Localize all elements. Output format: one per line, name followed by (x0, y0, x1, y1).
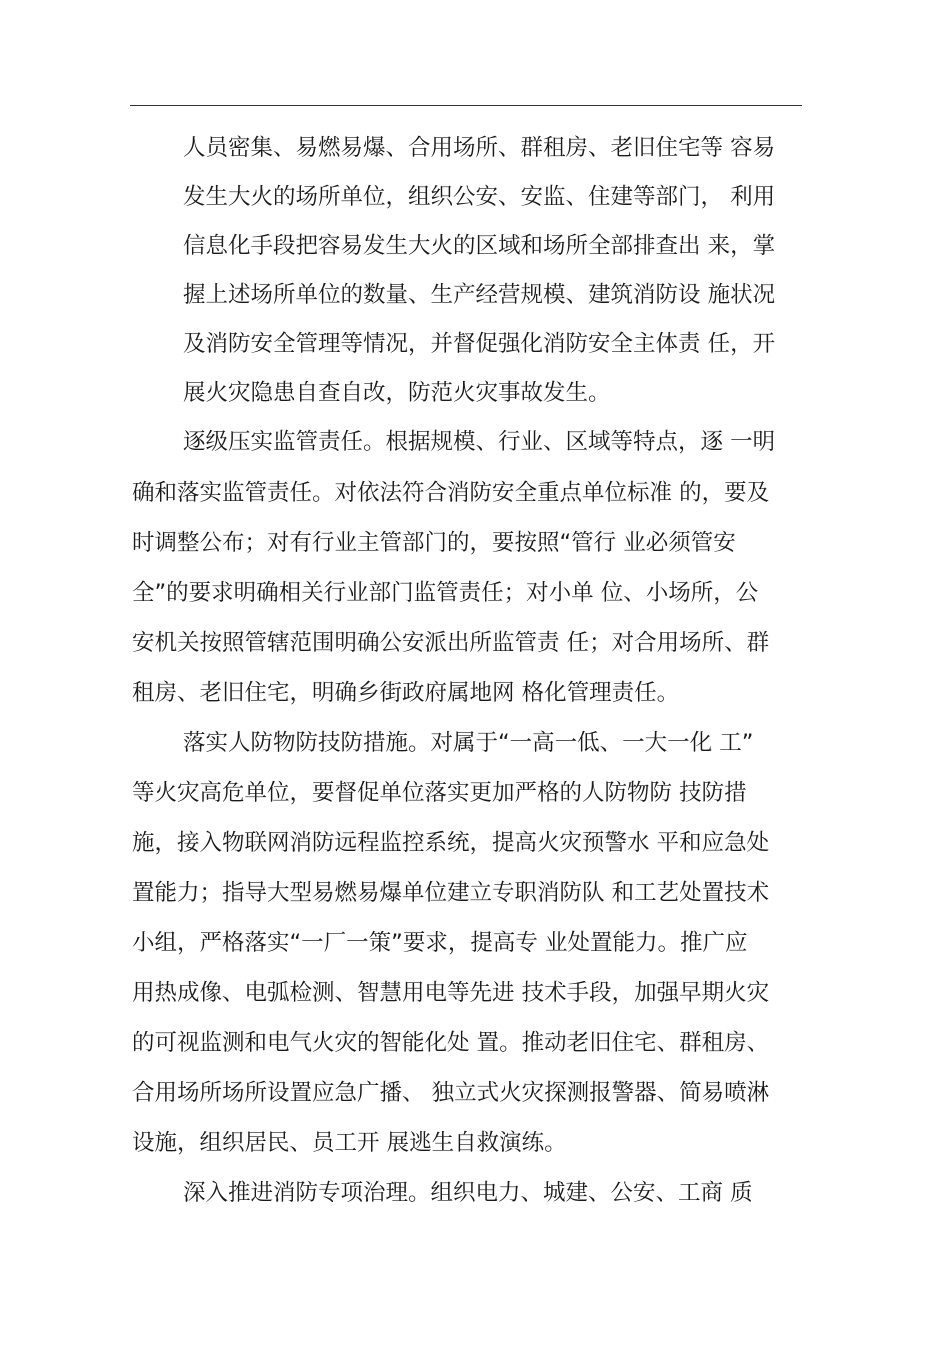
text-line: 小组，严格落实“一厂一策”要求，提高专 业处置能力。推广应 (132, 930, 748, 956)
text-line: 发生大火的场所单位，组织公安、安监、住建等部门， 利用 (183, 184, 776, 210)
text-line: 逐级压实监管责任。根据规模、行业、区域等特点，逐 一明 (183, 429, 776, 455)
text-line: 全”的要求明确相关行业部门监管责任；对小单 位、小场所，公 (132, 580, 759, 606)
text-line: 展火灾隐患自查自改，防范火灾事故发生。 (183, 380, 611, 406)
text-line: 设施，组织居民、员工开 展逃生自救演练。 (132, 1130, 567, 1156)
text-line: 的可视监测和电气火灾的智能化处 置。推动老旧住宅、群租房、 (132, 1030, 770, 1056)
text-line: 落实人防物防技防措施。对属于“一高一低、一大一化 工” (183, 730, 754, 756)
text-line: 时调整公布；对有行业主管部门的，要按照“管行 业必须管安 (132, 530, 736, 556)
text-line: 及消防安全管理等情况，并督促强化消防安全主体责 任，开 (183, 331, 776, 357)
text-line: 确和落实监管责任。对依法符合消防安全重点单位标准 的，要及 (132, 480, 770, 506)
header-rule (130, 105, 802, 106)
text-line: 租房、老旧住宅，明确乡街政府属地网 格化管理责任。 (132, 680, 680, 706)
text-line: 置能力；指导大型易燃易爆单位建立专职消防队 和工艺处置技术 (132, 880, 770, 906)
text-line: 等火灾高危单位，要督促单位落实更加严格的人防物防 技防措 (132, 780, 747, 806)
text-line: 施，接入物联网消防远程监控系统，提高火灾预警水 平和应急处 (132, 830, 770, 856)
text-line: 安机关按照管辖范围明确公安派出所监管责 任；对合用场所、群 (132, 630, 770, 656)
text-line: 合用场所场所设置应急广播、 独立式火灾探测报警器、简易喷淋 (132, 1080, 770, 1106)
text-line: 用热成像、电弧检测、智慧用电等先进 技术手段，加强早期火灾 (132, 980, 770, 1006)
text-line: 信息化手段把容易发生大火的区域和场所全部排查出 来，掌 (183, 233, 776, 259)
text-line: 握上述场所单位的数量、生产经营规模、建筑消防设 施状况 (183, 282, 776, 308)
text-line: 深入推进消防专项治理。组织电力、城建、公安、工商 质 (183, 1180, 753, 1206)
text-line: 人员密集、易燃易爆、合用场所、群租房、老旧住宅等 容易 (183, 135, 776, 161)
